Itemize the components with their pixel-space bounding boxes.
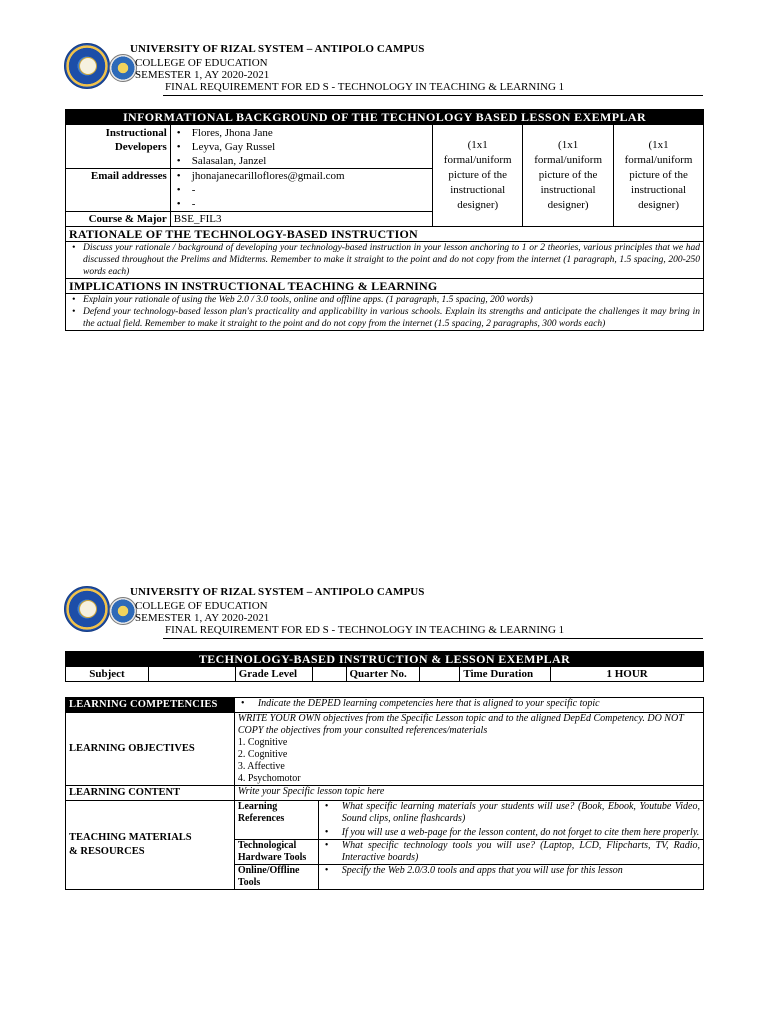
university-name: UNIVERSITY OF RIZAL SYSTEM – ANTIPOLO CAMPUS [130, 43, 425, 55]
page-header [0, 40, 768, 100]
semester-text: SEMESTER 1, AY 2020-2021 [135, 69, 270, 81]
email-address: • - [174, 183, 429, 197]
picture-placeholder: (1x1 formal/uniform picture of the instructional designer) [433, 125, 523, 227]
list-item: • What specific learning materials your students will use? (Book, Ebook, Youtube Video, Sound clips, online flashcards) [322, 801, 700, 825]
developers-list [170, 125, 432, 169]
header-divider [163, 638, 703, 639]
developers-label: Instructional Developers [66, 125, 171, 169]
rationale-body [66, 242, 704, 279]
competencies-label: LEARNING COMPETENCIES [66, 698, 235, 713]
list-item: • Specify the Web 2.0/3.0 tools and apps that you will use for this lesson [322, 865, 700, 877]
objectives-body [234, 713, 703, 786]
document-page-2 [0, 583, 768, 888]
rationale-title: RATIONALE OF THE TECHNOLOGY-BASED INSTRUCTION [66, 227, 704, 242]
picture-placeholder: (1x1 formal/uniform picture of the instructional designer) [614, 125, 704, 227]
grade-label: Grade Level [235, 667, 312, 682]
college-seal-logo [109, 597, 137, 625]
time-value: 1 HOUR [551, 667, 704, 682]
informational-background-table [65, 109, 704, 331]
college-name: COLLEGE OF EDUCATION [135, 600, 268, 612]
list-item: • Flores, Jhona Jane [174, 126, 429, 140]
semester-text: SEMESTER 1, AY 2020-2021 [135, 612, 270, 624]
references-body [318, 801, 703, 840]
lesson-body-table [65, 697, 704, 890]
list-item: • If you will use a web-page for the lesson content, do not forget to cite them here properly. [322, 827, 700, 839]
requirement-text: FINAL REQUIREMENT FOR ED S - TECHNOLOGY IN TEACHING & LEARNING 1 [165, 624, 565, 636]
hardware-label: Technological Hardware Tools [234, 840, 318, 865]
content-body: Write your Specific lesson topic here [234, 786, 703, 801]
content-label: LEARNING CONTENT [66, 786, 235, 801]
college-seal-logo [109, 54, 137, 82]
list-item: • What specific technology tools you will use? (Laptop, LCD, Flipcharts, TV, Radio, Interactive boards) [322, 840, 700, 864]
page-header [0, 583, 768, 643]
subject-label: Subject [66, 667, 149, 682]
subject-value [148, 667, 235, 682]
requirement-text: FINAL REQUIREMENT FOR ED S - TECHNOLOGY IN TEACHING & LEARNING 1 [165, 81, 565, 93]
lesson-header-table [65, 651, 704, 682]
university-name: UNIVERSITY OF RIZAL SYSTEM – ANTIPOLO CAMPUS [130, 586, 425, 598]
materials-label: TEACHING MATERIALS & RESOURCES [66, 801, 235, 890]
course-label: Course & Major [66, 212, 171, 227]
email-address: • jhonajanecarilloflores@gmail.com [174, 169, 429, 183]
objectives-label: LEARNING OBJECTIVES [66, 713, 235, 786]
document-page-1 [0, 40, 768, 329]
university-seal-logo [64, 43, 110, 89]
implications-title: IMPLICATIONS IN INSTRUCTIONAL TEACHING & LEARNING [66, 279, 704, 294]
email-address: • - [174, 197, 429, 211]
list-item: • Defend your technology-based lesson plan's practicality and applicability in various schools. Explain its strengths and anticipate the challenges it may bring in the actual field. Remember to make it straight to the point and do not copy from the internet (1.5 spacing, 2 paragraphs, 300 words each) [69, 306, 700, 330]
list-item: 2. Cognitive [237, 749, 288, 760]
online-tools-label: Online/Offline Tools [234, 865, 318, 890]
list-item: 4. Psychomotor [237, 773, 301, 784]
email-label: Email addresses [66, 169, 171, 212]
list-item: 3. Affective [237, 761, 285, 772]
references-label: Learning References [234, 801, 318, 840]
list-item: • Leyva, Gay Russel [174, 140, 429, 154]
university-seal-logo [64, 586, 110, 632]
college-name: COLLEGE OF EDUCATION [135, 57, 268, 69]
lesson-title: TECHNOLOGY-BASED INSTRUCTION & LESSON EXEMPLAR [66, 652, 704, 667]
quarter-label: Quarter No. [346, 667, 420, 682]
header-divider [163, 95, 703, 96]
online-tools-body [318, 865, 703, 890]
course-value: BSE_FIL3 [170, 212, 432, 227]
email-list [170, 169, 432, 212]
objectives-intro: WRITE YOUR OWN objectives from the Specific Lesson topic and to the aligned DepEd Competency. DO NOT COPY the objectives from your consulted references/materials [237, 713, 684, 736]
list-item: • Explain your rationale of using the Web 2.0 / 3.0 tools, online and offline apps. (1 paragraph, 1.5 spacing, 200 words) [69, 294, 700, 306]
hardware-body [318, 840, 703, 865]
list-item: • Salasalan, Janzel [174, 154, 429, 168]
time-label: Time Duration [460, 667, 551, 682]
list-item: • Discuss your rationale / background of developing your technology-based instruction in your lesson anchoring to 1 or 2 theories, various principles that we had discussed throughout the Prelims and Midterms. Remember to make it straight to the point and do not copy from the internet (1 paragraph, 1.5 spacing, 200-250 words each) [69, 242, 700, 278]
table-title: INFORMATIONAL BACKGROUND OF THE TECHNOLOGY BASED LESSON EXEMPLAR [66, 110, 704, 125]
competencies-body [234, 698, 703, 713]
picture-placeholder: (1x1 formal/uniform picture of the instructional designer) [523, 125, 614, 227]
list-item: • Indicate the DEPED learning competencies here that is aligned to your specific topic [238, 698, 700, 710]
implications-body [66, 294, 704, 331]
quarter-value [420, 667, 460, 682]
grade-value [312, 667, 346, 682]
list-item: 1. Cognitive [237, 737, 288, 748]
